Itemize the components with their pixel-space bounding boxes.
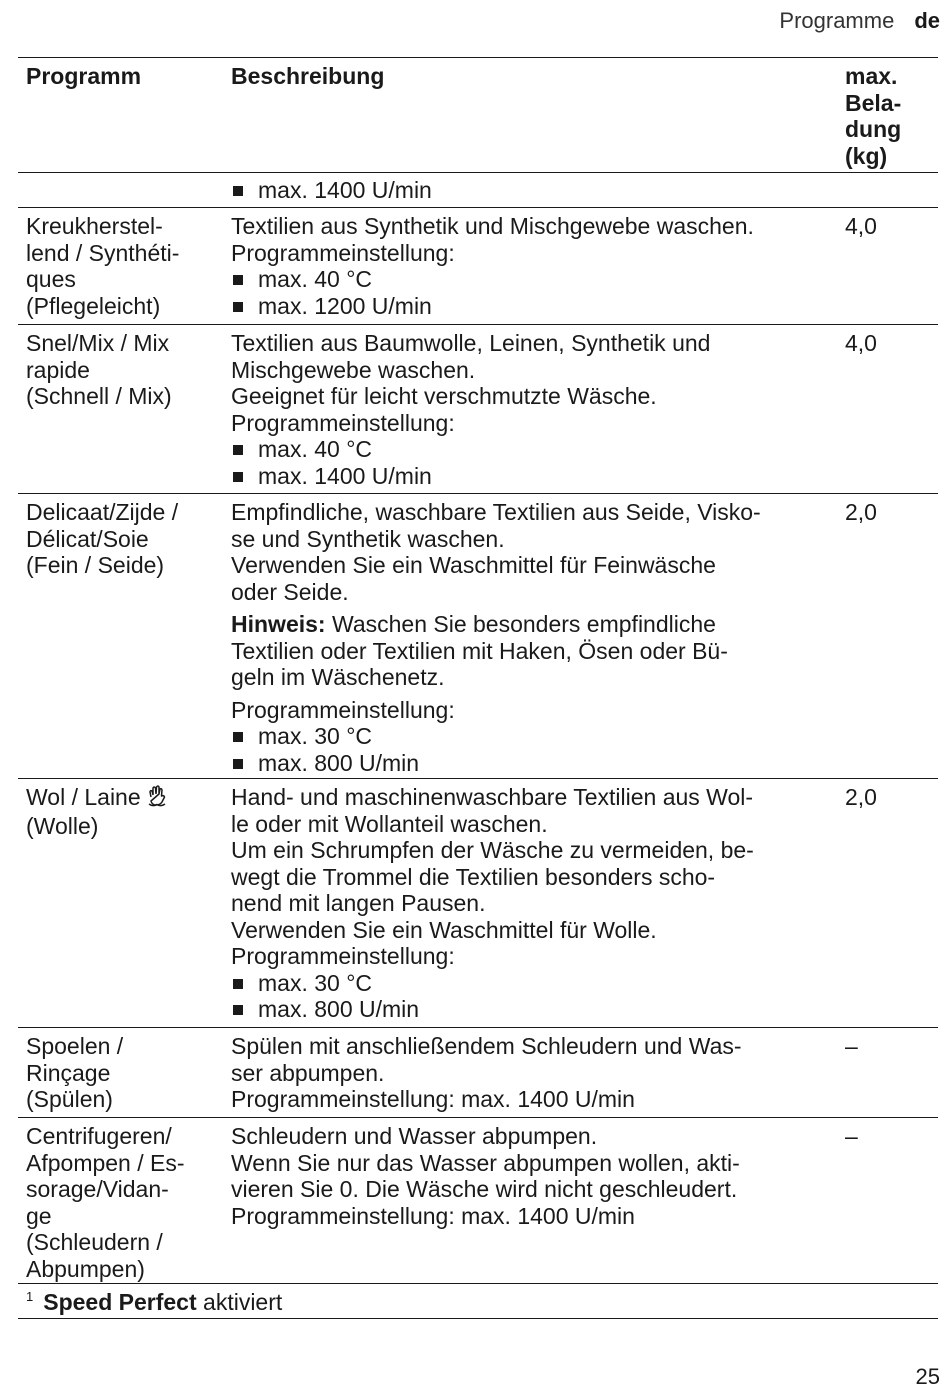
row-rule	[18, 778, 938, 779]
program-name-line	[26, 784, 221, 813]
description-line: le oder mit Wollanteil waschen.	[231, 810, 548, 837]
program-name-line: (Schnell / Mix)	[26, 383, 172, 409]
program-description	[231, 784, 831, 1023]
program-name-line: (Fein / Seide)	[26, 552, 165, 578]
program-name-text: Wol / Laine	[26, 784, 141, 810]
program-name-line: rapide	[26, 356, 90, 383]
setting-bullet: max. 30 °C	[231, 970, 831, 997]
description-line: Um ein Schrumpfen der Wäsche zu vermeiden, be-	[231, 837, 754, 863]
max-load-value: –	[845, 1033, 858, 1059]
program-name-line: Snel/Mix / Mix	[26, 330, 170, 356]
footnote-mark: 1	[26, 1289, 34, 1305]
note-label: Hinweis:	[231, 611, 326, 637]
program-name	[26, 213, 221, 319]
description-line: Empfindliche, waschbare Textilien aus Seide, Visko-	[231, 499, 761, 525]
description-line: vieren Sie 0. Die Wäsche wird nicht geschleudert.	[231, 1176, 738, 1202]
program-description	[231, 330, 831, 489]
program-name-line: ge	[26, 1202, 52, 1229]
description-line: Wenn Sie nur das Wasser abpumpen wollen, akti-	[231, 1149, 740, 1176]
note-text: Waschen Sie besonders empfindliche	[325, 611, 716, 637]
hand-wash-icon	[147, 785, 167, 813]
column-header-program: Programm	[26, 63, 142, 89]
load-header-line: Bela-	[845, 89, 902, 116]
description-line: Programmeinstellung: max. 1400 U/min	[231, 1202, 635, 1229]
description-line: Verwenden Sie ein Waschmittel für Wolle.	[231, 916, 657, 943]
program-name-line: Kreukherstel-	[26, 213, 163, 239]
program-name-line: (Pflegeleicht)	[26, 292, 161, 319]
description-line: wegt die Trommel die Textilien besonders scho-	[231, 863, 716, 890]
footnote	[26, 1289, 282, 1316]
program-name-line: (Schleudern /	[26, 1229, 163, 1255]
program-name-line: Spoelen /	[26, 1033, 124, 1059]
program-name-line: Centrifugeren/	[26, 1123, 172, 1149]
description-line: Textilien aus Synthetik und Mischgewebe waschen.	[231, 213, 754, 239]
table-top-rule	[18, 57, 938, 58]
section-title: Programme	[779, 8, 895, 33]
max-load-value: 4,0	[845, 330, 877, 356]
row-rule	[18, 1027, 938, 1028]
page-number: 25	[915, 1364, 940, 1389]
program-name-line: (Wolle)	[26, 812, 99, 839]
program-description	[231, 499, 831, 776]
description-line: Programmeinstellung:	[231, 943, 455, 969]
footnote-text: aktiviert	[196, 1289, 283, 1315]
note-line	[231, 611, 831, 638]
max-load-value: –	[845, 1123, 858, 1149]
program-name-line: sorage/Vidan-	[26, 1176, 169, 1202]
row-rule	[18, 207, 938, 208]
program-name	[26, 1033, 221, 1113]
note-line: geln im Wäschenetz.	[231, 664, 445, 690]
program-name-line: Abpumpen)	[26, 1255, 145, 1282]
description-line: Schleudern und Wasser abpumpen.	[231, 1123, 598, 1149]
program-description	[231, 1123, 831, 1229]
description-line: Programmeinstellung:	[231, 696, 455, 723]
program-name-line: lend / Synthéti-	[26, 239, 180, 266]
max-load-value: 2,0	[845, 499, 877, 525]
program-name-line: (Spülen)	[26, 1086, 113, 1112]
description-line: Programmeinstellung: max. 1400 U/min	[231, 1086, 635, 1112]
note-line: Textilien oder Textilien mit Haken, Ösen oder Bü-	[231, 637, 728, 664]
description-line: Mischgewebe waschen.	[231, 356, 476, 383]
setting-bullet: max. 1400 U/min	[231, 463, 831, 490]
description-line: Textilien aus Baumwolle, Leinen, Synthetik und	[231, 330, 711, 356]
description-line: Spülen mit anschließendem Schleudern und Was-	[231, 1033, 742, 1059]
running-header	[779, 8, 940, 34]
column-header-load	[845, 63, 935, 169]
setting-bullet: max. 800 U/min	[231, 750, 831, 777]
description-line: Programmeinstellung:	[231, 409, 455, 436]
program-name-line: Afpompen / Es-	[26, 1149, 185, 1176]
program-name-line: Délicat/Soie	[26, 525, 149, 552]
description-line: se und Synthetik waschen.	[231, 525, 505, 552]
setting-bullet: max. 30 °C	[231, 723, 831, 750]
program-name	[26, 784, 221, 839]
row-rule	[18, 1117, 938, 1118]
row-rule	[18, 1283, 938, 1284]
row-rule	[18, 324, 938, 325]
program-description	[231, 213, 831, 319]
program-name-line: Delicaat/Zijde /	[26, 499, 179, 525]
column-header-description: Beschreibung	[231, 63, 385, 89]
description-line: ser abpumpen.	[231, 1059, 385, 1086]
continuation-row	[231, 177, 831, 204]
program-name	[26, 330, 221, 410]
language-code: de	[914, 8, 940, 33]
load-header-line: (kg)	[845, 142, 888, 169]
program-name-line: Rinçage	[26, 1059, 111, 1086]
row-rule	[18, 493, 938, 494]
header-rule	[18, 172, 938, 173]
setting-bullet: max. 1200 U/min	[231, 293, 831, 320]
footnote-feature: Speed Perfect	[43, 1289, 197, 1315]
program-name	[26, 1123, 221, 1282]
description-line: Geeignet für leicht verschmutzte Wäsche.	[231, 383, 657, 409]
setting-bullet: max. 40 °C	[231, 436, 831, 463]
description-line: Verwenden Sie ein Waschmittel für Feinwäsche	[231, 552, 716, 578]
load-header-line: dung	[845, 116, 902, 142]
setting-bullet: max. 1400 U/min	[231, 177, 831, 204]
setting-bullet: max. 800 U/min	[231, 996, 831, 1023]
table-bottom-rule	[18, 1318, 938, 1319]
max-load-value: 4,0	[845, 213, 877, 239]
max-load-value: 2,0	[845, 784, 877, 810]
program-description	[231, 1033, 831, 1113]
description-line: Hand- und maschinenwaschbare Textilien aus Wol-	[231, 784, 754, 810]
program-name-line: ques	[26, 266, 76, 292]
load-header-line: max.	[845, 63, 898, 89]
description-line: oder Seide.	[231, 578, 349, 605]
program-name	[26, 499, 221, 579]
description-line: Programmeinstellung:	[231, 239, 455, 266]
description-line: nend mit langen Pausen.	[231, 890, 486, 916]
setting-bullet: max. 40 °C	[231, 266, 831, 293]
